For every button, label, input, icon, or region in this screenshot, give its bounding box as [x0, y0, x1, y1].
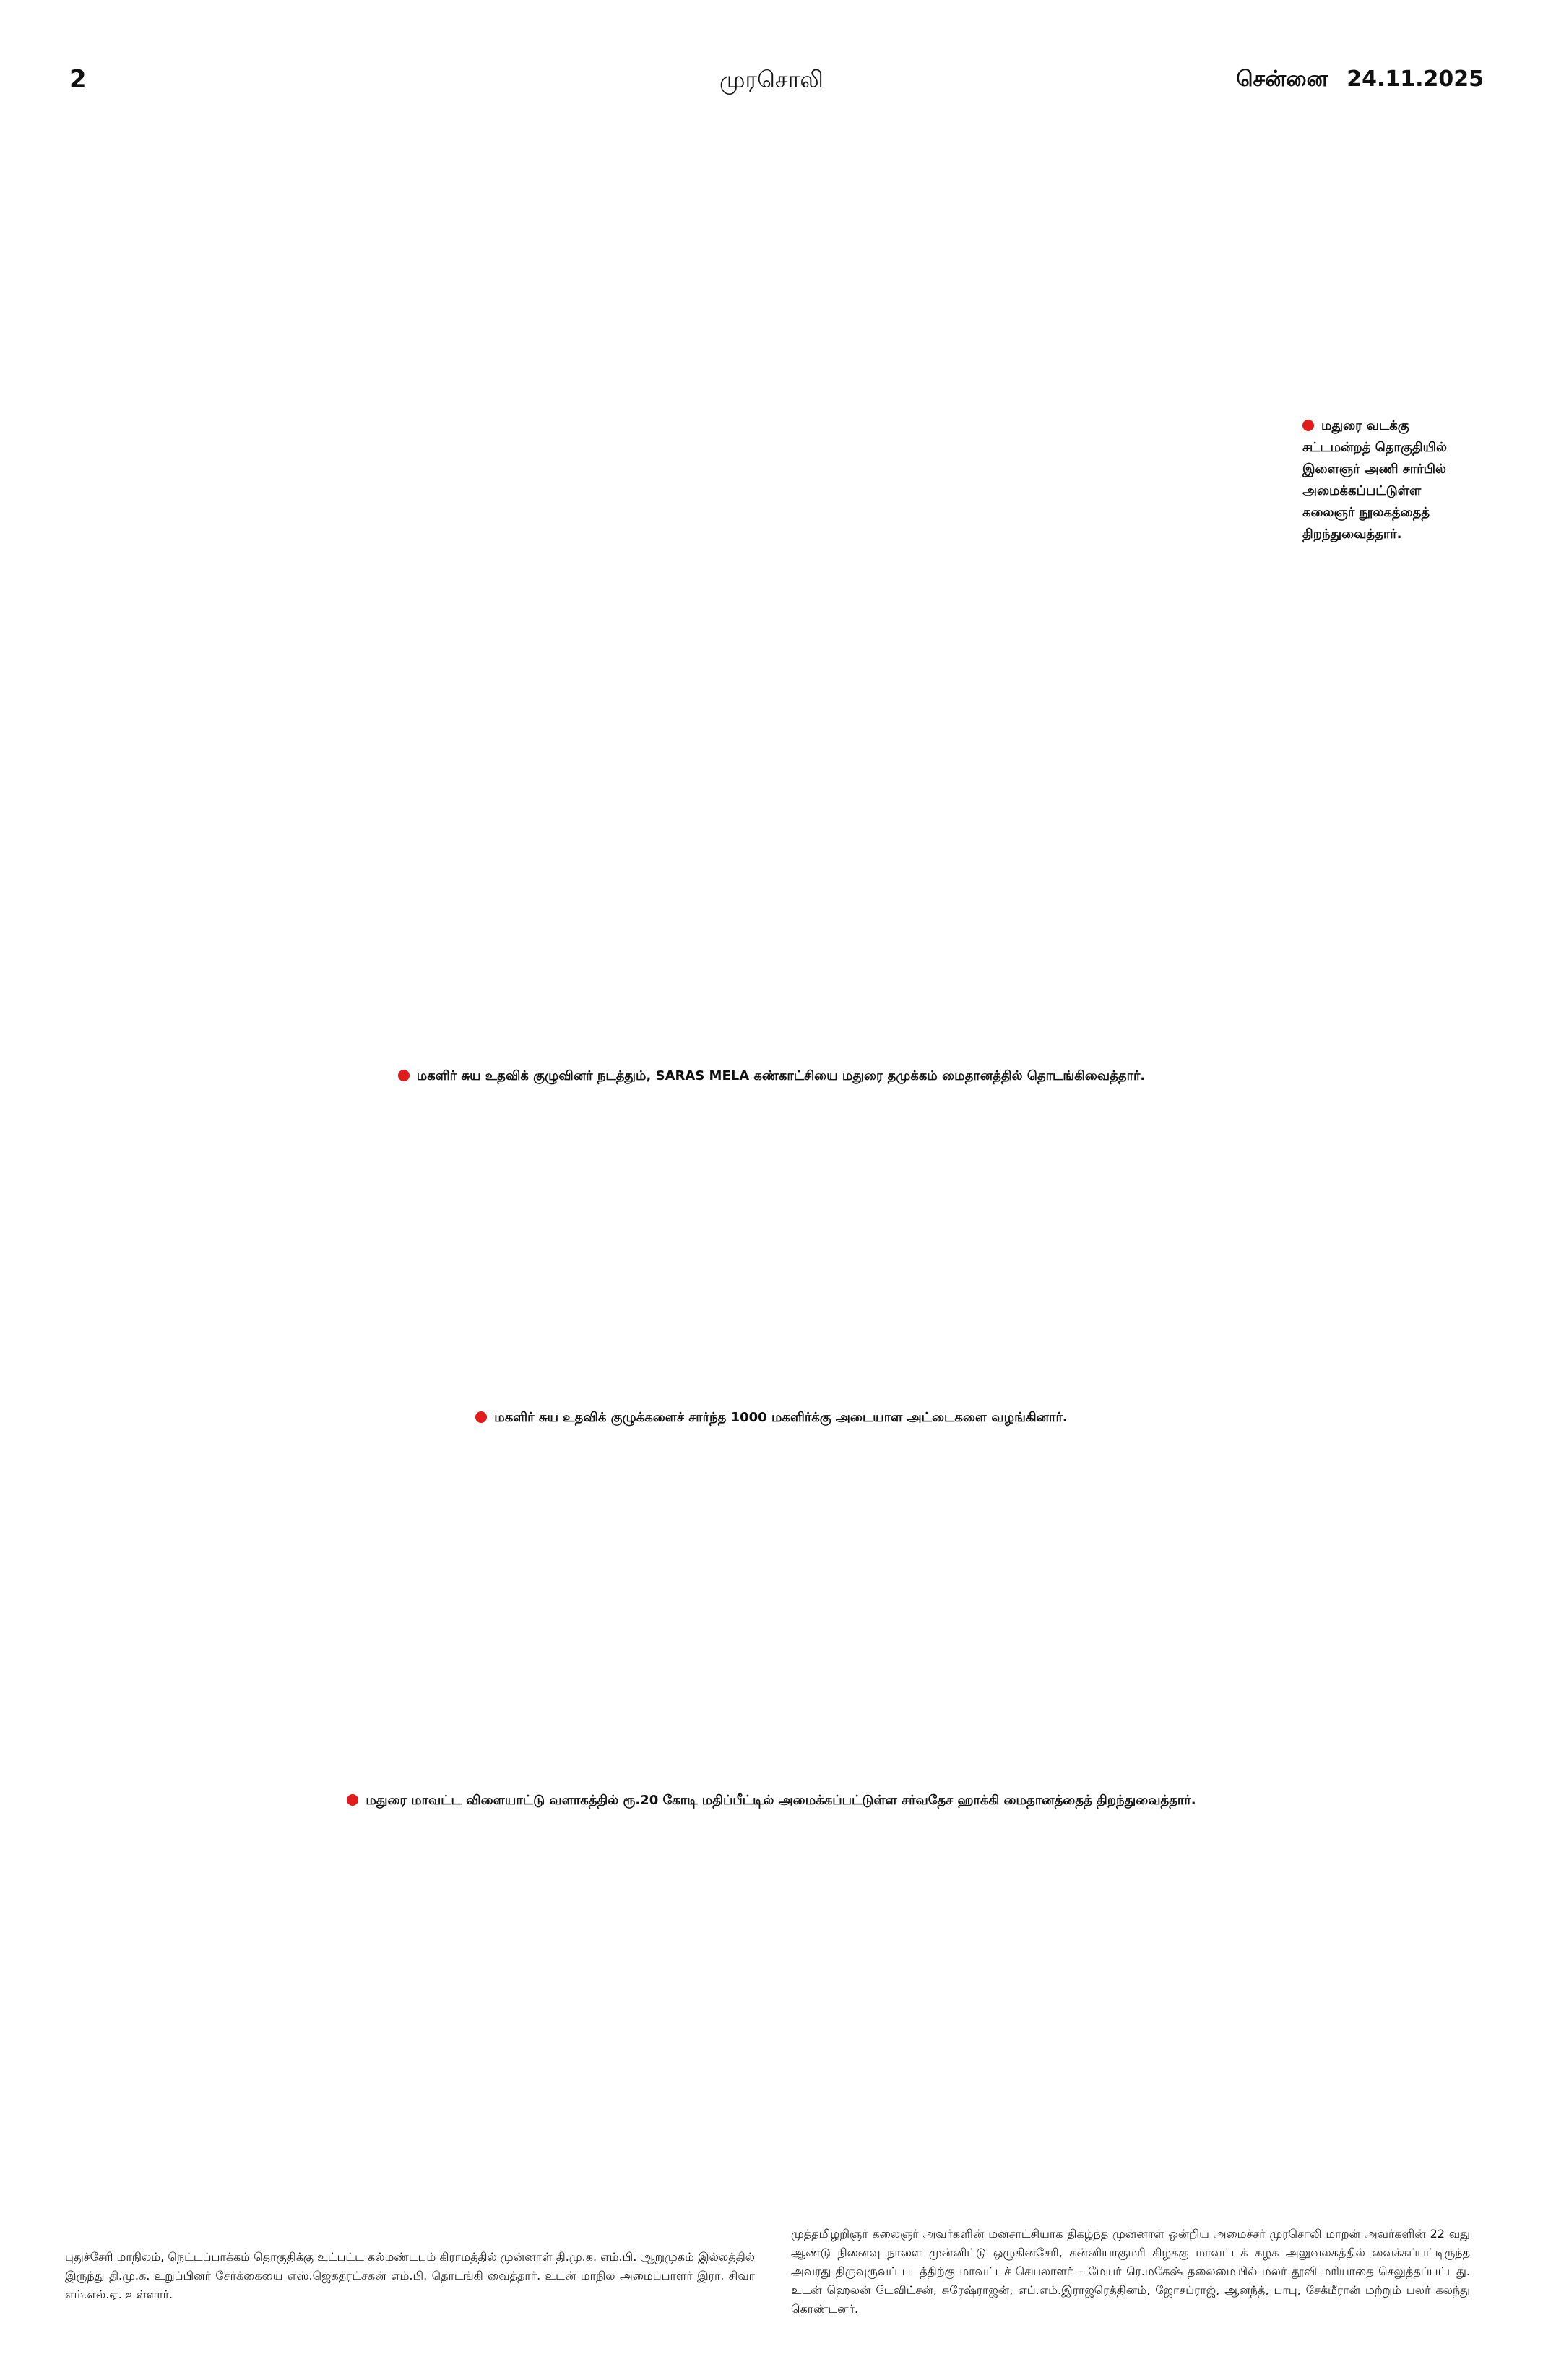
page-header	[0, 58, 1543, 101]
hockey-caption	[0, 1790, 1543, 1812]
hockey-caption-text: மதுரை மாவட்ட விளையாட்டு வளாகத்தில் ரூ.20 கோடி மதிப்பீட்டில் அமைக்கப்பட்டுள்ள சர்வதேச ஹாக்கி மைதானத்தைத் திறந்துவைத்தார்.	[366, 1793, 1196, 1808]
dateline	[1236, 58, 1484, 101]
saras-mela-caption	[0, 1065, 1543, 1087]
saras-mela-caption-text: மகளிர் சுய உதவிக் குழுவினர் நடத்தும், SARAS MELA கண்காட்சியை மதுரை தமுக்கம் மைதானத்தில் தொடங்கிவைத்தார்.	[416, 1068, 1146, 1083]
bullet-icon	[398, 1070, 410, 1081]
bottom-right-caption: முத்தமிழறிஞர் கலைஞர் அவர்களின் மனசாட்சியாக திகழ்ந்த முன்னாள் ஒன்றிய அமைச்சர் முரசொலி மாறன் அவர்களின் 22 வது ஆண்டு நினைவு நாளை முன்னிட்டு ஒழுகினசேரி, கன்னியாகுமரி கிழக்கு மாவட்டக் கழக அலுவலகத்தில் வைக்கப்பட்டிருந்த அவரது திருவுருவப் படத்திற்கு மாவட்டச் செயலாளர் – மேயர் ரெ.மகேஷ் தலைமையில் மலர் தூவி மரியாதை செலுத்தப்பட்டது. உடன் ஹெலன் டேவிட்சன், சுரேஷ்ராஜன், எப்.எம்.இராஜரெத்தினம், ஜோசப்ராஜ், ஆனந்த், பாபு, சேக்மீரான் மற்றும் பலர் கலந்து கொண்டனர்.	[791, 2227, 1470, 2316]
id-cards-caption	[0, 1407, 1543, 1429]
bullet-icon	[475, 1411, 487, 1423]
page-number: 2	[69, 65, 87, 94]
dateline-date: 24.11.2025	[1347, 66, 1484, 92]
bottom-left-caption: புதுச்சேரி மாநிலம், நெட்டப்பாக்கம் தொகுதிக்கு உட்பட்ட கல்மண்டபம் கிராமத்தில் முன்னாள் தி.மு.க. எம்.பி. ஆறுமுகம் இல்லத்தில் இருந்து தி.மு.க. உறுப்பினர் சேர்க்கையை எஸ்.ஜெகத்ரட்சகன் எம்.பி. தொடங்கி வைத்தார். உடன் மாநில அமைப்பாளர் இரா. சிவா எம்.எல்.ஏ. உள்ளார்.	[65, 2250, 755, 2301]
dateline-city: சென்னை	[1236, 66, 1328, 92]
bullet-icon	[1302, 420, 1314, 431]
library-caption	[1302, 415, 1447, 545]
id-cards-caption-text: மகளிர் சுய உதவிக் குழுக்களைச் சார்ந்த 1000 மகளிர்க்கு அடையாள அட்டைகளை வழங்கினார்.	[494, 1410, 1068, 1425]
bullet-icon	[347, 1794, 358, 1806]
library-caption-text: மதுரை வடக்கு சட்டமன்றத் தொகுதியில் இளைஞர் அணி சார்பில் அமைக்கப்பட்டுள்ள கலைஞர் நூலகத்தைத் திறந்துவைத்தார்.	[1302, 418, 1447, 542]
masthead: முரசொலி	[719, 66, 824, 93]
